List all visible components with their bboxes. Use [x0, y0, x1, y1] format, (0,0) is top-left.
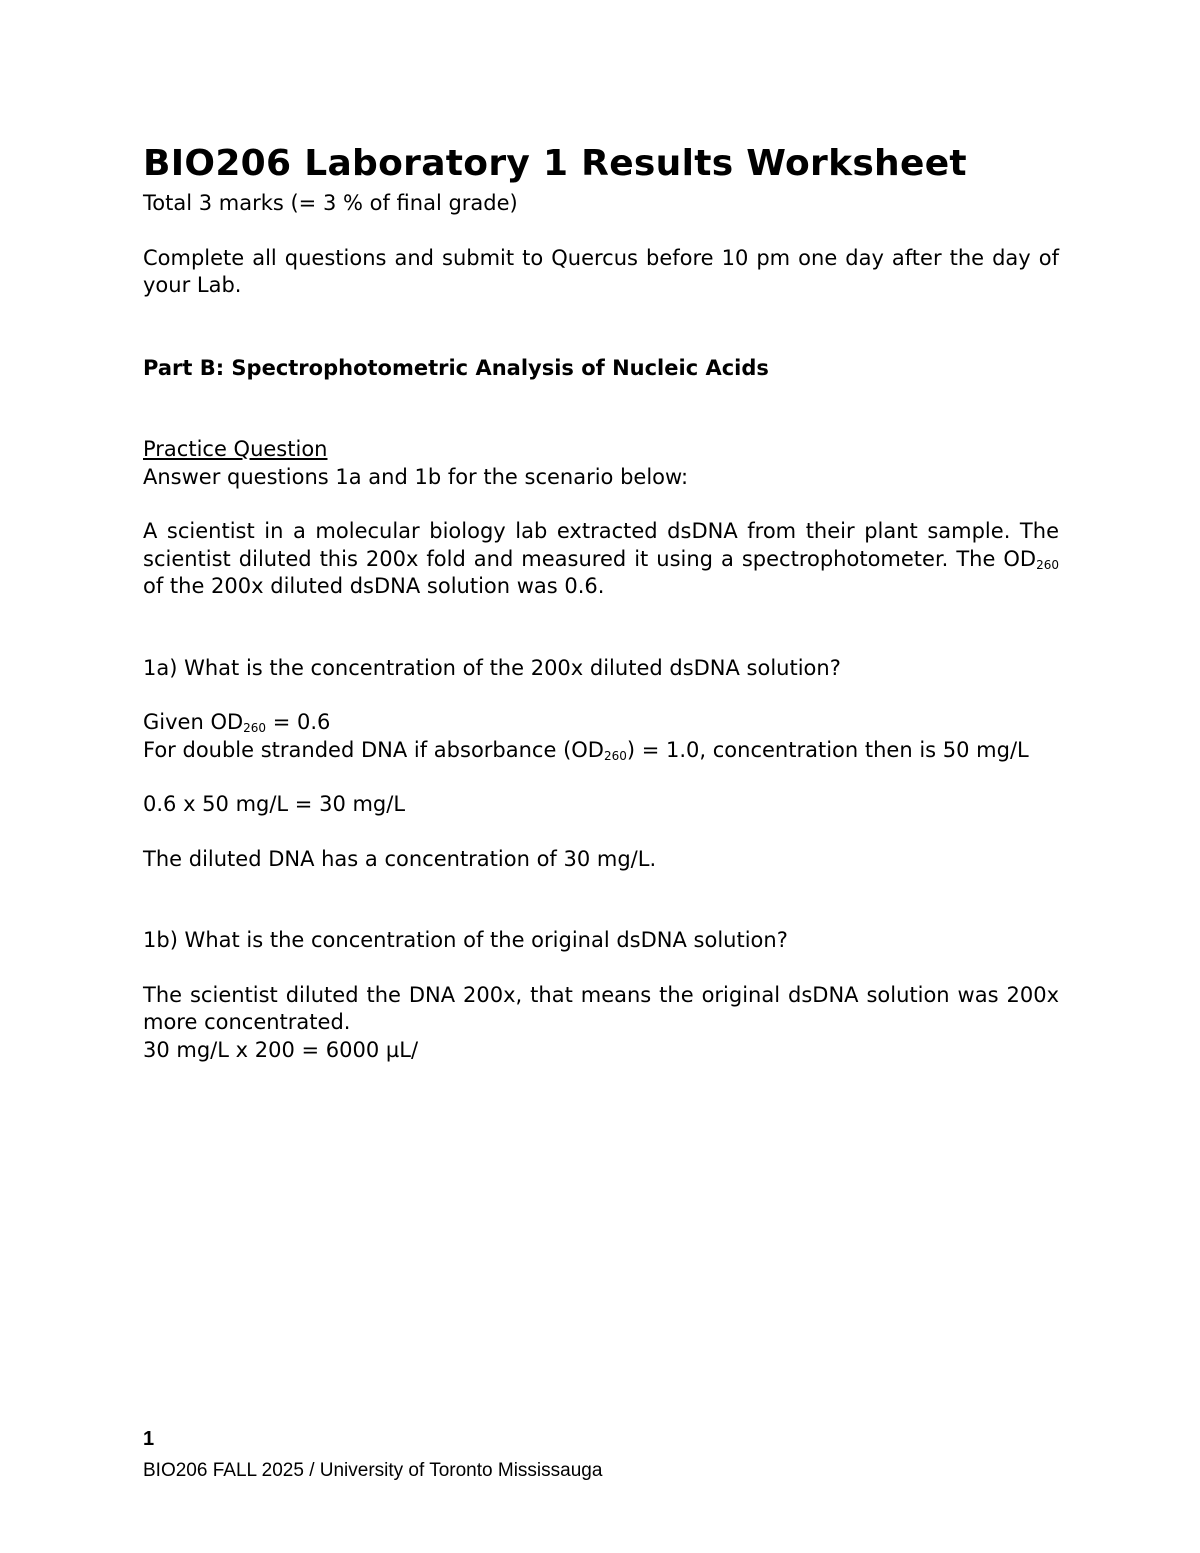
- calc-1a: 0.6 x 50 mg/L = 30 mg/L: [143, 792, 406, 816]
- footer-text: BIO206 FALL 2025 / University of Toronto Mississauga: [143, 1460, 603, 1481]
- question-1b: 1b) What is the concentration of the original dsDNA solution?: [143, 928, 788, 952]
- practice-prompt: Answer questions 1a and 1b for the scenario below:: [143, 464, 689, 489]
- scenario-text-a: A scientist in a molecular biology lab extracted dsDNA from their plant sample. The scientist diluted this 200x fold and measured it using a spectrophotometer. The OD: [143, 519, 1059, 571]
- given-text-a: Given OD: [143, 710, 244, 734]
- scenario-text-b: of the 200x diluted dsDNA solution was 0.6.: [143, 574, 605, 598]
- rule-text-b: ) = 1.0, concentration then is 50 mg/L: [626, 737, 1029, 762]
- rule-paragraph: [143, 737, 1059, 765]
- question-1a: 1a) What is the concentration of the 200x diluted dsDNA solution?: [143, 655, 841, 680]
- instructions-text: Complete all questions and submit to Quercus before 10 pm one day after the day of your Lab.: [143, 245, 1059, 297]
- rule-subscript: 260: [603, 748, 627, 763]
- given-line: [143, 709, 1059, 737]
- given-subscript: 260: [243, 721, 267, 735]
- part-heading: Part B: Spectrophotometric Analysis of Nucleic Acids: [143, 355, 769, 380]
- worksheet-page: [143, 142, 1059, 1064]
- page-number: 1: [143, 1428, 155, 1450]
- marks-text: Total 3 marks (= 3 % of final grade): [143, 191, 518, 215]
- answer-1a: The diluted DNA has a concentration of 30 mg/L.: [143, 846, 657, 871]
- given-text-b: = 0.6: [266, 710, 331, 734]
- practice-heading: Practice Question: [143, 437, 328, 461]
- calc-1b: 30 mg/L x 200 = 6000 µL/: [143, 1037, 419, 1062]
- page-title: BIO206 Laboratory 1 Results Worksheet: [143, 143, 967, 184]
- scenario-subscript: 260: [1036, 557, 1059, 572]
- explanation-1b: The scientist diluted the DNA 200x, that means the original dsDNA solution was 200x more concentrated.: [143, 982, 1059, 1034]
- scenario-paragraph: [143, 518, 1059, 601]
- rule-text-a: For double stranded DNA if absorbance (OD: [143, 737, 604, 762]
